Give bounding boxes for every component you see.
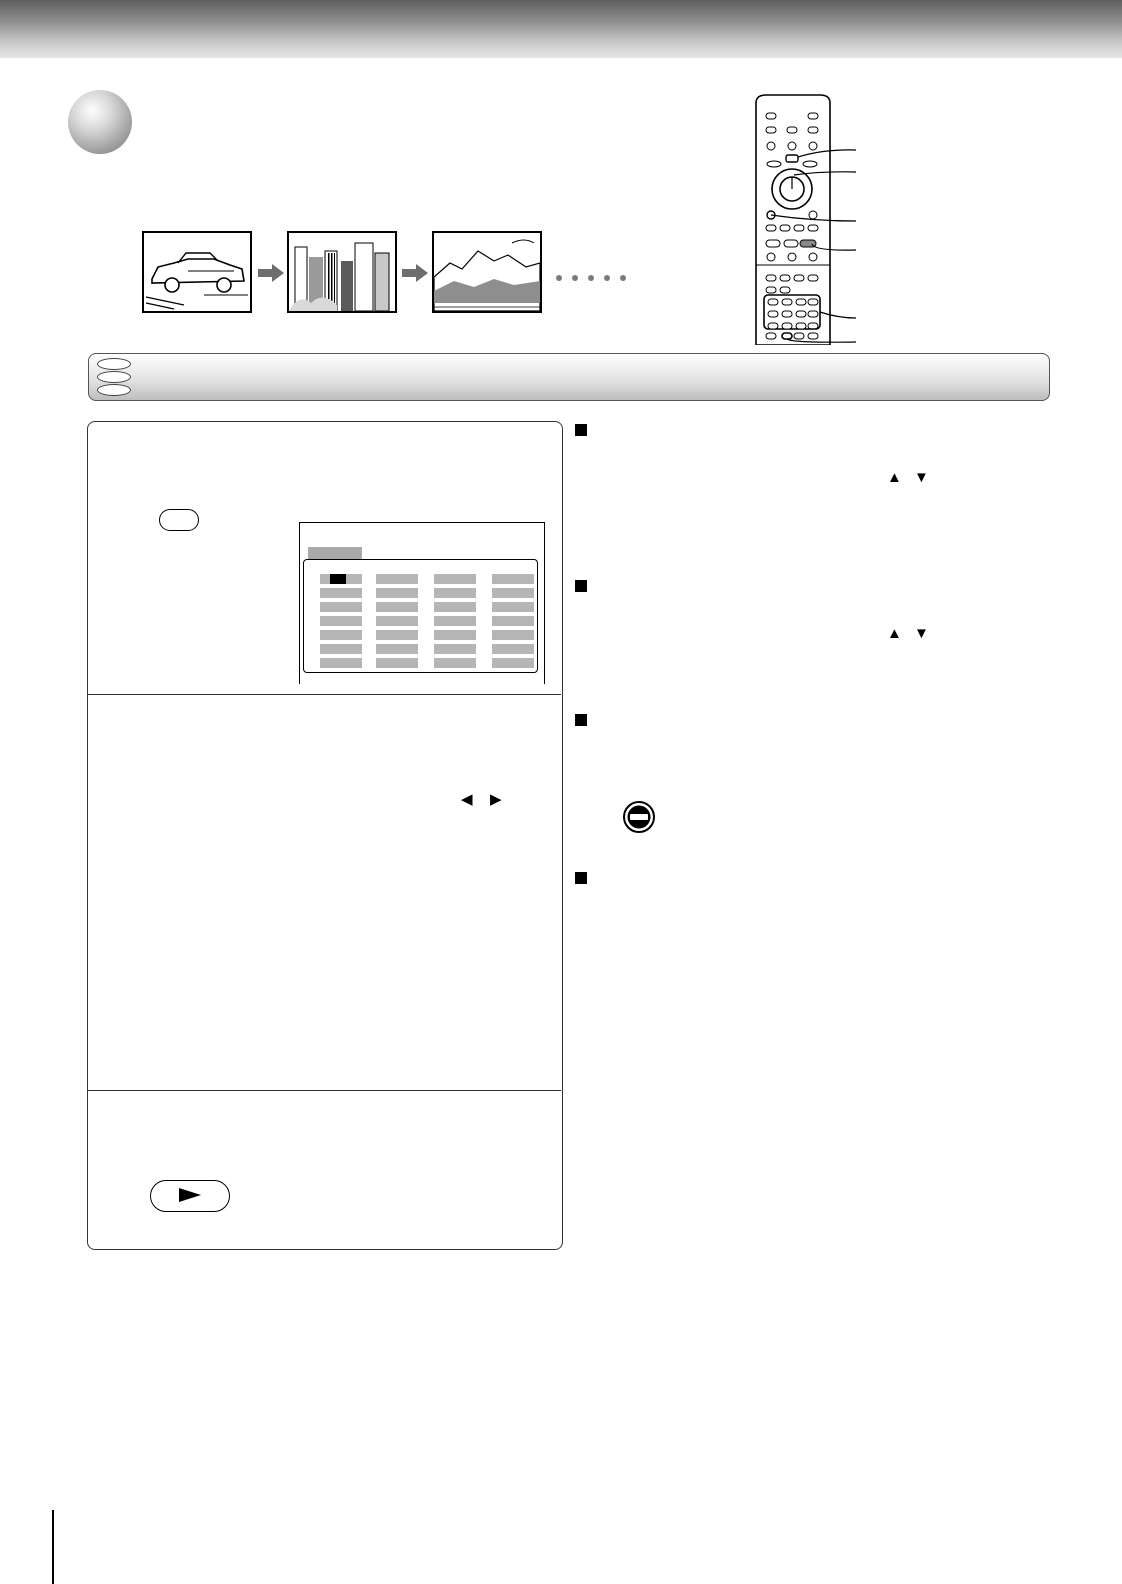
- mountain-illustration-icon: [434, 233, 540, 311]
- step-divider: [88, 1090, 561, 1091]
- disc-icon: [97, 371, 131, 383]
- scene-frame-car: [142, 231, 252, 313]
- disc-type-band: [88, 353, 1050, 401]
- ellipsis-dots-icon: [556, 268, 636, 286]
- right-arrow-icon: [258, 264, 284, 282]
- play-icon: [179, 1188, 201, 1202]
- screen-mockup: [299, 522, 545, 684]
- square-bullet-icon: [575, 714, 587, 726]
- down-triangle-icon: ▼: [914, 625, 929, 642]
- selection-grid: [303, 559, 538, 673]
- scene-frame-city: [287, 231, 397, 313]
- disc-icon: [97, 384, 131, 396]
- left-triangle-icon: ◀: [461, 791, 473, 808]
- screen-tab: [308, 547, 362, 559]
- prohibited-icon: [622, 800, 656, 834]
- gray-sphere-icon: [68, 90, 132, 154]
- disc-icon: [97, 358, 131, 370]
- square-bullet-icon: [575, 424, 587, 436]
- down-triangle-icon: ▼: [914, 469, 929, 486]
- grid-cells: [304, 560, 536, 672]
- scene-frame-mountain: [432, 231, 542, 313]
- up-triangle-icon: ▲: [887, 469, 902, 486]
- right-arrow-icon: [402, 264, 428, 282]
- step-divider: [88, 694, 561, 695]
- step-panel: [87, 421, 563, 1250]
- car-illustration-icon: [144, 233, 250, 311]
- right-triangle-icon: ▶: [490, 791, 502, 808]
- remote-button-icon: [159, 509, 199, 531]
- square-bullet-icon: [575, 580, 587, 592]
- remote-control-icon: [752, 93, 862, 345]
- play-button-icon: [150, 1180, 230, 1212]
- city-illustration-icon: [289, 233, 395, 311]
- page-margin-rule: [52, 1510, 54, 1584]
- header-band: [0, 0, 1122, 58]
- up-triangle-icon: ▲: [887, 625, 902, 642]
- square-bullet-icon: [575, 872, 587, 884]
